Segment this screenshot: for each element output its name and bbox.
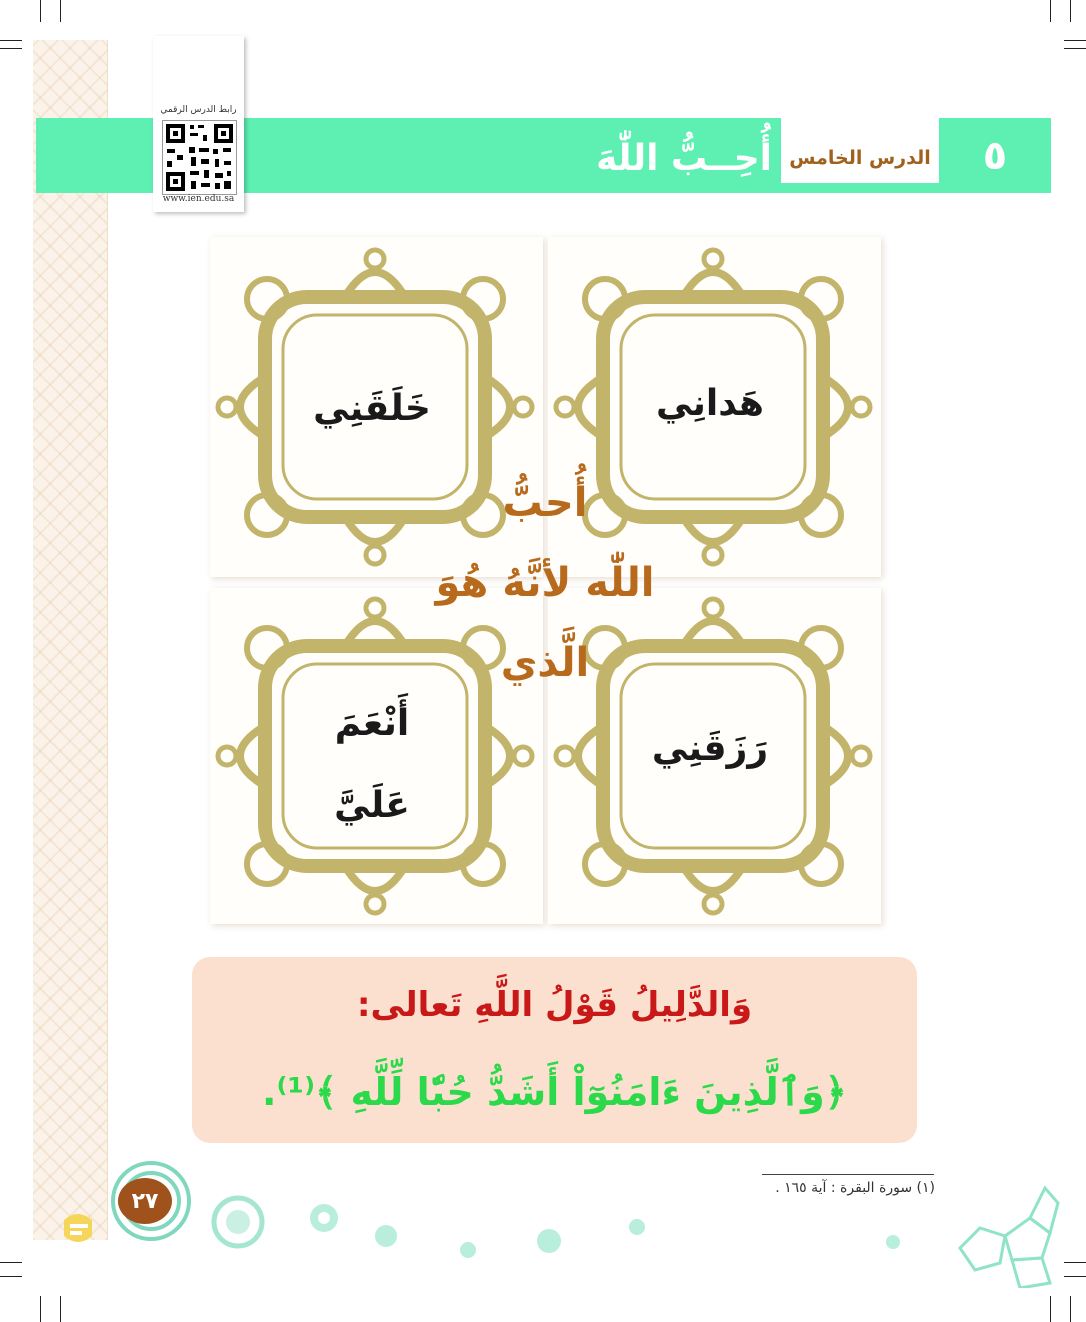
rosette-icon bbox=[883, 1232, 903, 1252]
word-hadani: هَدانِي bbox=[655, 383, 765, 424]
crop-mark bbox=[60, 1296, 61, 1322]
rosette-icon bbox=[534, 1226, 564, 1256]
word-alayya: عَلَيَّ bbox=[334, 785, 410, 826]
qr-code-icon[interactable] bbox=[162, 120, 237, 195]
qr-url: www.ien.edu.sa bbox=[162, 194, 235, 204]
qr-label: رابط الدرس الرقمي bbox=[160, 105, 237, 115]
crop-mark bbox=[1070, 1296, 1071, 1322]
evidence-intro: وَالدَّلِيلُ قَوْلُ اللَّهِ تَعالى: bbox=[356, 985, 753, 1025]
center-line-3: الَّذي bbox=[500, 640, 590, 686]
crop-mark bbox=[40, 1296, 41, 1322]
crop-mark bbox=[0, 48, 22, 49]
footnote: (١) سورة البقرة : آية ١٦٥ . bbox=[775, 1180, 935, 1196]
crop-mark bbox=[1070, 0, 1071, 22]
crop-mark bbox=[1064, 40, 1086, 41]
rosette-icon bbox=[458, 1240, 478, 1260]
footnote-rule bbox=[762, 1174, 934, 1175]
rosette-icon bbox=[208, 1192, 268, 1252]
logo-icon bbox=[60, 1206, 96, 1250]
word-anama: أَنْعَمَ bbox=[334, 703, 410, 744]
crop-mark bbox=[1050, 1296, 1051, 1322]
word-khalaqani: خَلَقَنِي bbox=[313, 388, 431, 429]
ornament-frame-bottom-left bbox=[205, 586, 545, 926]
crop-mark bbox=[1064, 1262, 1086, 1263]
crop-mark bbox=[1064, 1276, 1086, 1277]
rosette-icon bbox=[372, 1222, 400, 1250]
geometric-pattern-icon bbox=[950, 1178, 1060, 1288]
quran-verse: ﴿وَٱلَّذِينَ ءَامَنُوٓاْ أَشَدُّ حُبّٗا لِّلَّهِ ﴾⁽¹⁾. bbox=[262, 1070, 847, 1114]
decorative-side-border bbox=[33, 40, 108, 1240]
lesson-label: الدرس الخامس bbox=[789, 147, 931, 169]
crop-mark bbox=[60, 0, 61, 22]
lesson-label-tab-underline bbox=[781, 183, 939, 193]
crop-mark bbox=[0, 1262, 22, 1263]
word-razaqani: رَزَقَنِي bbox=[651, 728, 769, 769]
crop-mark bbox=[0, 1276, 22, 1277]
lesson-number: ٥ bbox=[982, 132, 1008, 179]
lesson-title: أُحِــبُّ اللّٰهَ bbox=[596, 138, 772, 179]
crop-mark bbox=[0, 40, 22, 41]
crop-mark bbox=[1050, 0, 1051, 22]
page-number: ٢٧ bbox=[118, 1178, 172, 1224]
center-line-1: أُحبُّ bbox=[502, 480, 588, 526]
crop-mark bbox=[1064, 48, 1086, 49]
rosette-icon bbox=[626, 1216, 648, 1238]
rosette-icon bbox=[306, 1200, 342, 1236]
crop-mark bbox=[40, 0, 41, 22]
center-line-2: اللّٰه لأنَّهُ هُوَ bbox=[435, 560, 655, 606]
